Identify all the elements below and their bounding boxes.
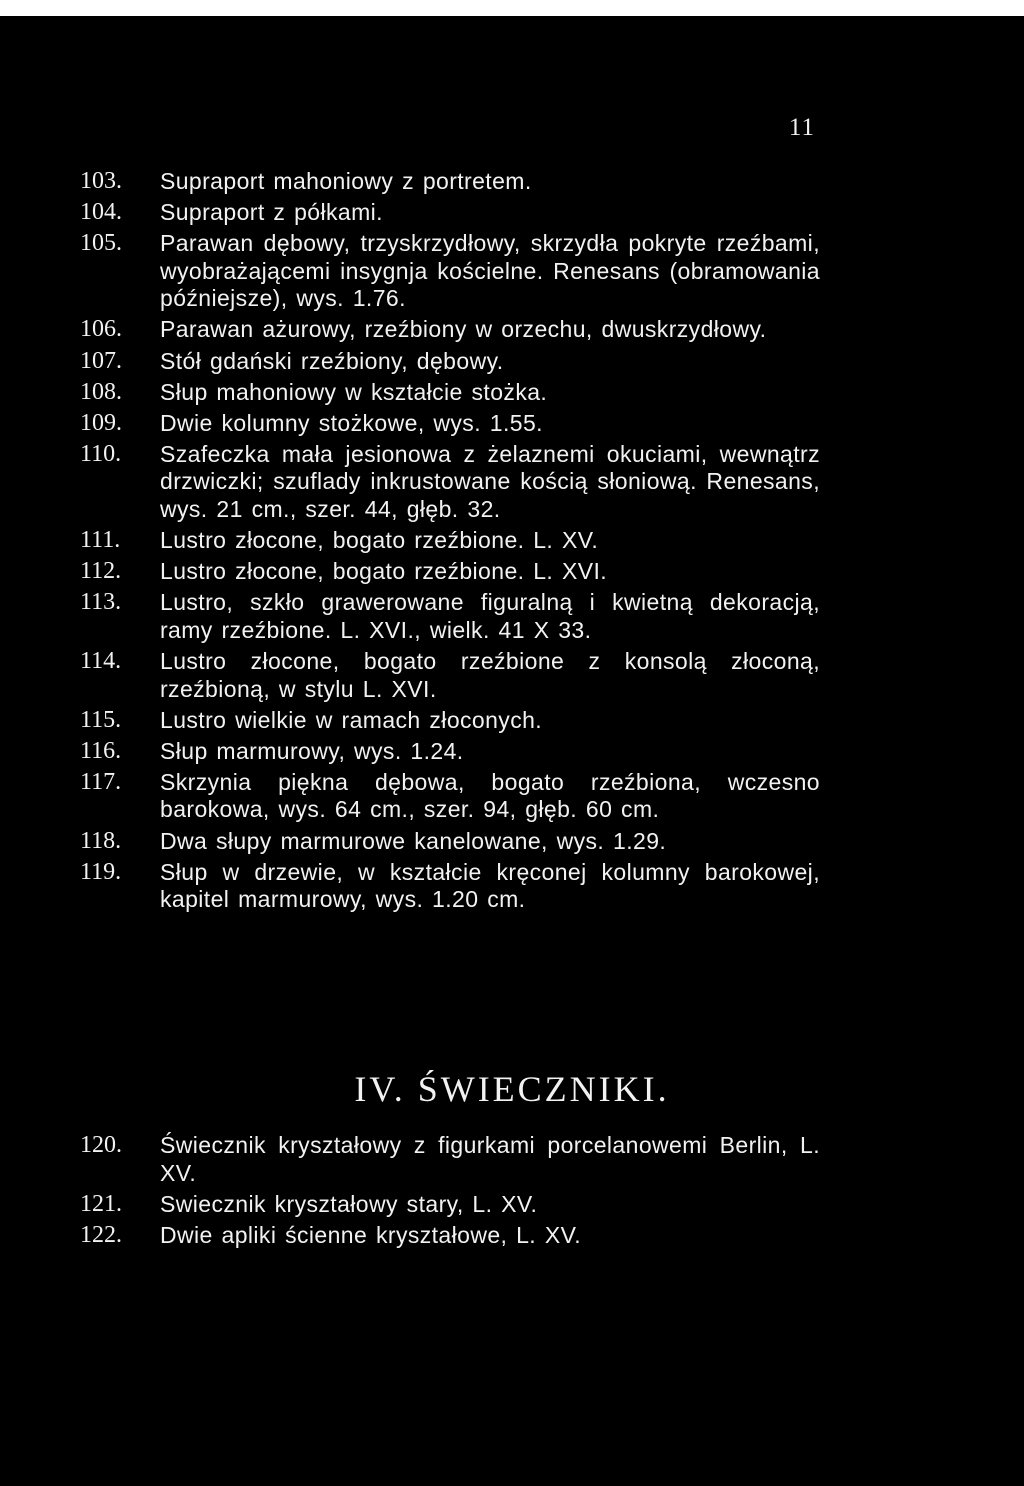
entry-number: 122. (80, 1221, 122, 1248)
entry-text: Słup marmurowy, wys. 1.24. (160, 737, 464, 764)
entry-text: Parawan ażurowy, rzeźbiony w orzechu, dwuskrzydłowy. (160, 316, 767, 343)
catalog-entry (80, 441, 820, 524)
entry-text: Dwie kolumny stożkowe, wys. 1.55. (160, 409, 543, 436)
catalog-entry (80, 738, 820, 766)
catalog-entry (80, 1132, 820, 1187)
entry-number: 114. (80, 648, 122, 674)
catalog-entry (80, 199, 820, 227)
entry-number: 121. (80, 1190, 122, 1217)
entry-text: Szafeczka mała jesionowa z żelaznemi okuciami, wewnątrz drzwiczki; szuflady inkrustowane kością słoniową. Renesans, wys. 21 cm., szer. 44, głęb. 32. (160, 440, 820, 523)
catalog-entry (80, 648, 820, 703)
entry-text: Swiecznik kryształowy stary, L. XV. (160, 1190, 538, 1217)
catalog-entry (80, 168, 820, 196)
entry-text: Stół gdański rzeźbiony, dębowy. (160, 347, 504, 374)
entry-text: Dwa słupy marmurowe kanelowane, wys. 1.29. (160, 827, 667, 854)
entry-text: Słup mahoniowy w kształcie stożka. (160, 378, 548, 405)
entry-number: 104. (80, 199, 122, 226)
entry-text: Skrzynia piękna dębowa, bogato rzeźbiona, wczesno barokowa, wys. 64 cm., szer. 94, głęb. 60 cm. (160, 768, 820, 823)
entry-text: Lustro, szkło grawerowane figuralną i kwietną dekoracją, ramy rzeźbione. L. XVI., wielk. 41 X 33. (160, 589, 820, 643)
entry-number: 103. (80, 168, 122, 194)
entry-text: Dwie apliki ścienne kryształowe, L. XV. (160, 1221, 582, 1248)
entry-text: Lustro wielkie w ramach złoconych. (160, 706, 543, 733)
entry-number: 118. (80, 827, 122, 854)
catalog-entry (80, 316, 820, 344)
catalog-entry (80, 589, 820, 644)
entry-number: 120. (80, 1132, 122, 1158)
entry-number: 112. (80, 558, 122, 585)
catalog-entry (80, 707, 820, 735)
entry-number: 113. (80, 589, 122, 616)
catalog-entry (80, 379, 820, 407)
entry-text: Lustro złocone, bogato rzeźbione z konsolą złoconą, rzeźbioną, w stylu L. XVI. (160, 648, 820, 702)
entry-text: Parawan dębowy, trzyskrzydłowy, skrzydła pokryte rzeźbami, wyobrażającemi insygnja kościelne. Renesans (obramowania późniejsze), wys. 1.76. (160, 230, 820, 312)
section-heading: IV. ŚWIECZNIKI. (354, 1069, 670, 1109)
entry-text: Lustro złocone, bogato rzeźbione. L. XVI. (160, 558, 608, 585)
entry-text: Lustro złocone, bogato rzeźbione. L. XV. (160, 527, 599, 554)
catalog-entry (80, 828, 820, 856)
entry-text: Supraport mahoniowy z portretem. (160, 168, 532, 194)
catalog-entry (80, 558, 820, 586)
catalog-entry (80, 859, 820, 914)
entry-number: 109. (80, 409, 122, 436)
entry-number: 111. (80, 527, 121, 554)
entry-number: 107. (80, 347, 122, 374)
entry-number: 116. (80, 737, 122, 764)
catalog-entry (80, 769, 820, 824)
catalog-entry (80, 1191, 820, 1219)
entry-number: 108. (80, 378, 122, 405)
entry-number: 119. (80, 858, 122, 885)
entry-text: Świecznik kryształowy z figurkami porcelanowemi Berlin, L. XV. (160, 1132, 820, 1186)
top-page-edge (0, 0, 1024, 16)
entry-number: 105. (80, 230, 122, 257)
page-number: 11 (788, 114, 815, 141)
catalog-entry (80, 527, 820, 555)
entry-number: 117. (80, 768, 122, 795)
catalog-entry (80, 348, 820, 376)
catalog-entry (80, 410, 820, 438)
catalog-entries-list (80, 1132, 820, 1253)
catalog-entry (80, 230, 820, 313)
catalog-entries-list (80, 168, 820, 917)
entry-number: 115. (80, 706, 122, 733)
entry-text: Supraport z półkami. (160, 199, 383, 226)
catalog-entry (80, 1222, 820, 1250)
entry-number: 106. (80, 316, 122, 343)
entry-number: 110. (80, 440, 122, 467)
entry-text: Słup w drzewie, w kształcie kręconej kolumny barokowej, kapitel marmurowy, wys. 1.20 cm. (160, 858, 820, 913)
